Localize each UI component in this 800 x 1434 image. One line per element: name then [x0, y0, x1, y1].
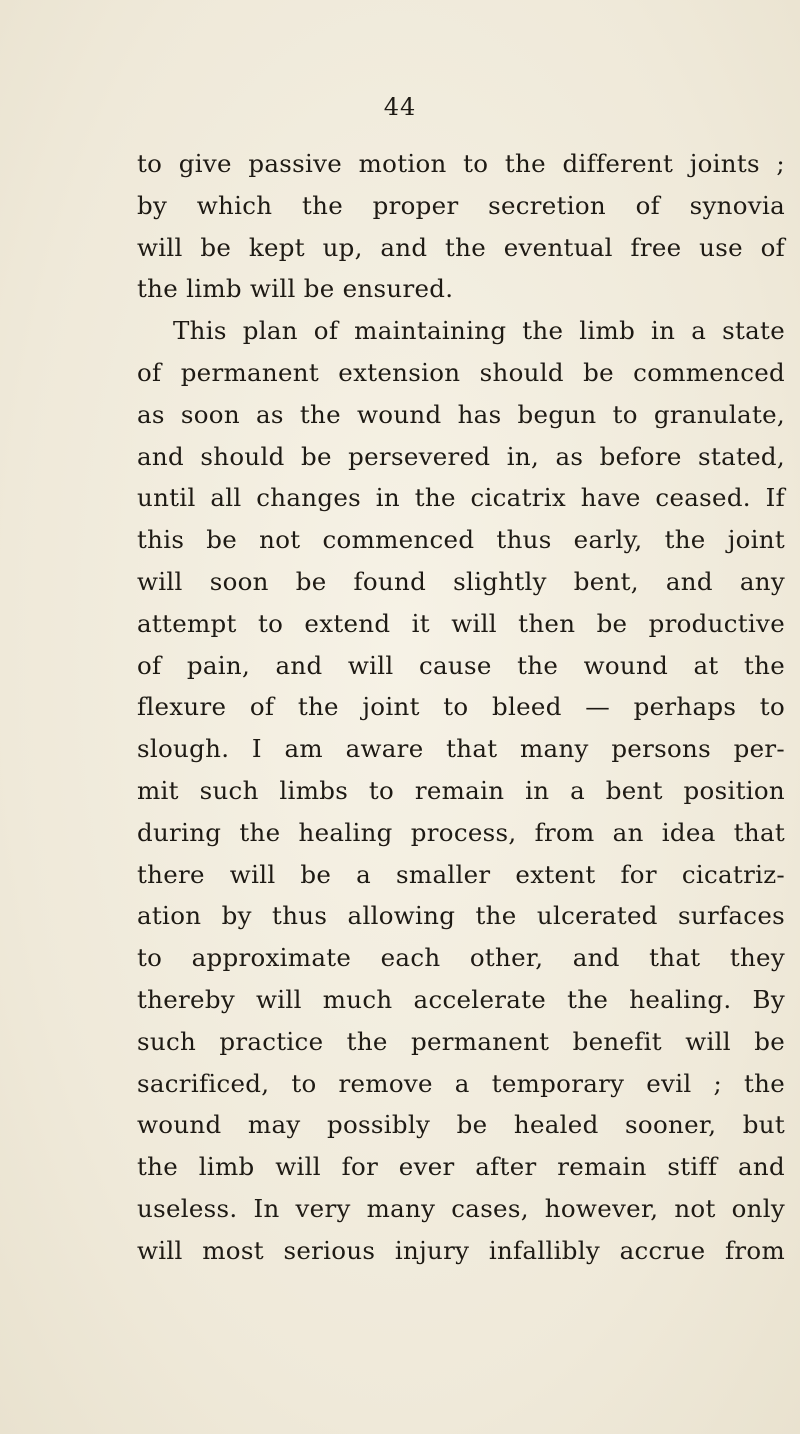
text-line: of permanent extension should be commenced	[137, 357, 785, 387]
text-line: the limb will be ensured.	[137, 274, 454, 304]
text-line: this be not commenced thus early, the joint	[137, 525, 785, 555]
paragraph-start-line: This plan of maintaining the limb in a state	[173, 316, 785, 346]
text-line: useless. In very many cases, however, not only	[137, 1193, 785, 1223]
body-text	[137, 143, 785, 1272]
text-line: will soon be found slightly bent, and any	[137, 566, 785, 596]
text-line: thereby will much accelerate the healing. By	[137, 984, 785, 1014]
text-line: by which the proper secretion of synovia	[137, 190, 785, 220]
text-line: to approximate each other, and that they	[137, 943, 785, 973]
text-line: there will be a smaller extent for cicatriz-	[137, 859, 785, 889]
text-line: sacrificed, to remove a temporary evil ; the	[137, 1068, 785, 1098]
text-line: slough. I am aware that many persons per-	[137, 734, 785, 764]
text-line: until all changes in the cicatrix have ceased. If	[137, 483, 785, 513]
text-line: the limb will for ever after remain stiff and	[137, 1152, 785, 1182]
text-line: and should be persevered in, as before stated,	[137, 441, 785, 471]
text-line: as soon as the wound has begun to granulate,	[137, 399, 785, 429]
text-line: during the healing process, from an idea that	[137, 817, 785, 847]
text-line: will most serious injury infallibly accrue from	[137, 1235, 785, 1265]
text-line: attempt to extend it will then be productive	[137, 608, 785, 638]
text-line: to give passive motion to the different joints ;	[137, 149, 785, 178]
page-number: 44	[383, 93, 417, 121]
text-line: mit such limbs to remain in a bent position	[137, 775, 785, 805]
text-line: ation by thus allowing the ulcerated surfaces	[137, 901, 785, 931]
text-line: such practice the permanent benefit will be	[137, 1026, 785, 1056]
text-line: wound may possibly be healed sooner, but	[137, 1110, 785, 1140]
text-line: of pain, and will cause the wound at the	[137, 650, 785, 680]
text-line: will be kept up, and the eventual free use of	[137, 232, 785, 262]
text-line: flexure of the joint to bleed — perhaps to	[137, 692, 785, 722]
